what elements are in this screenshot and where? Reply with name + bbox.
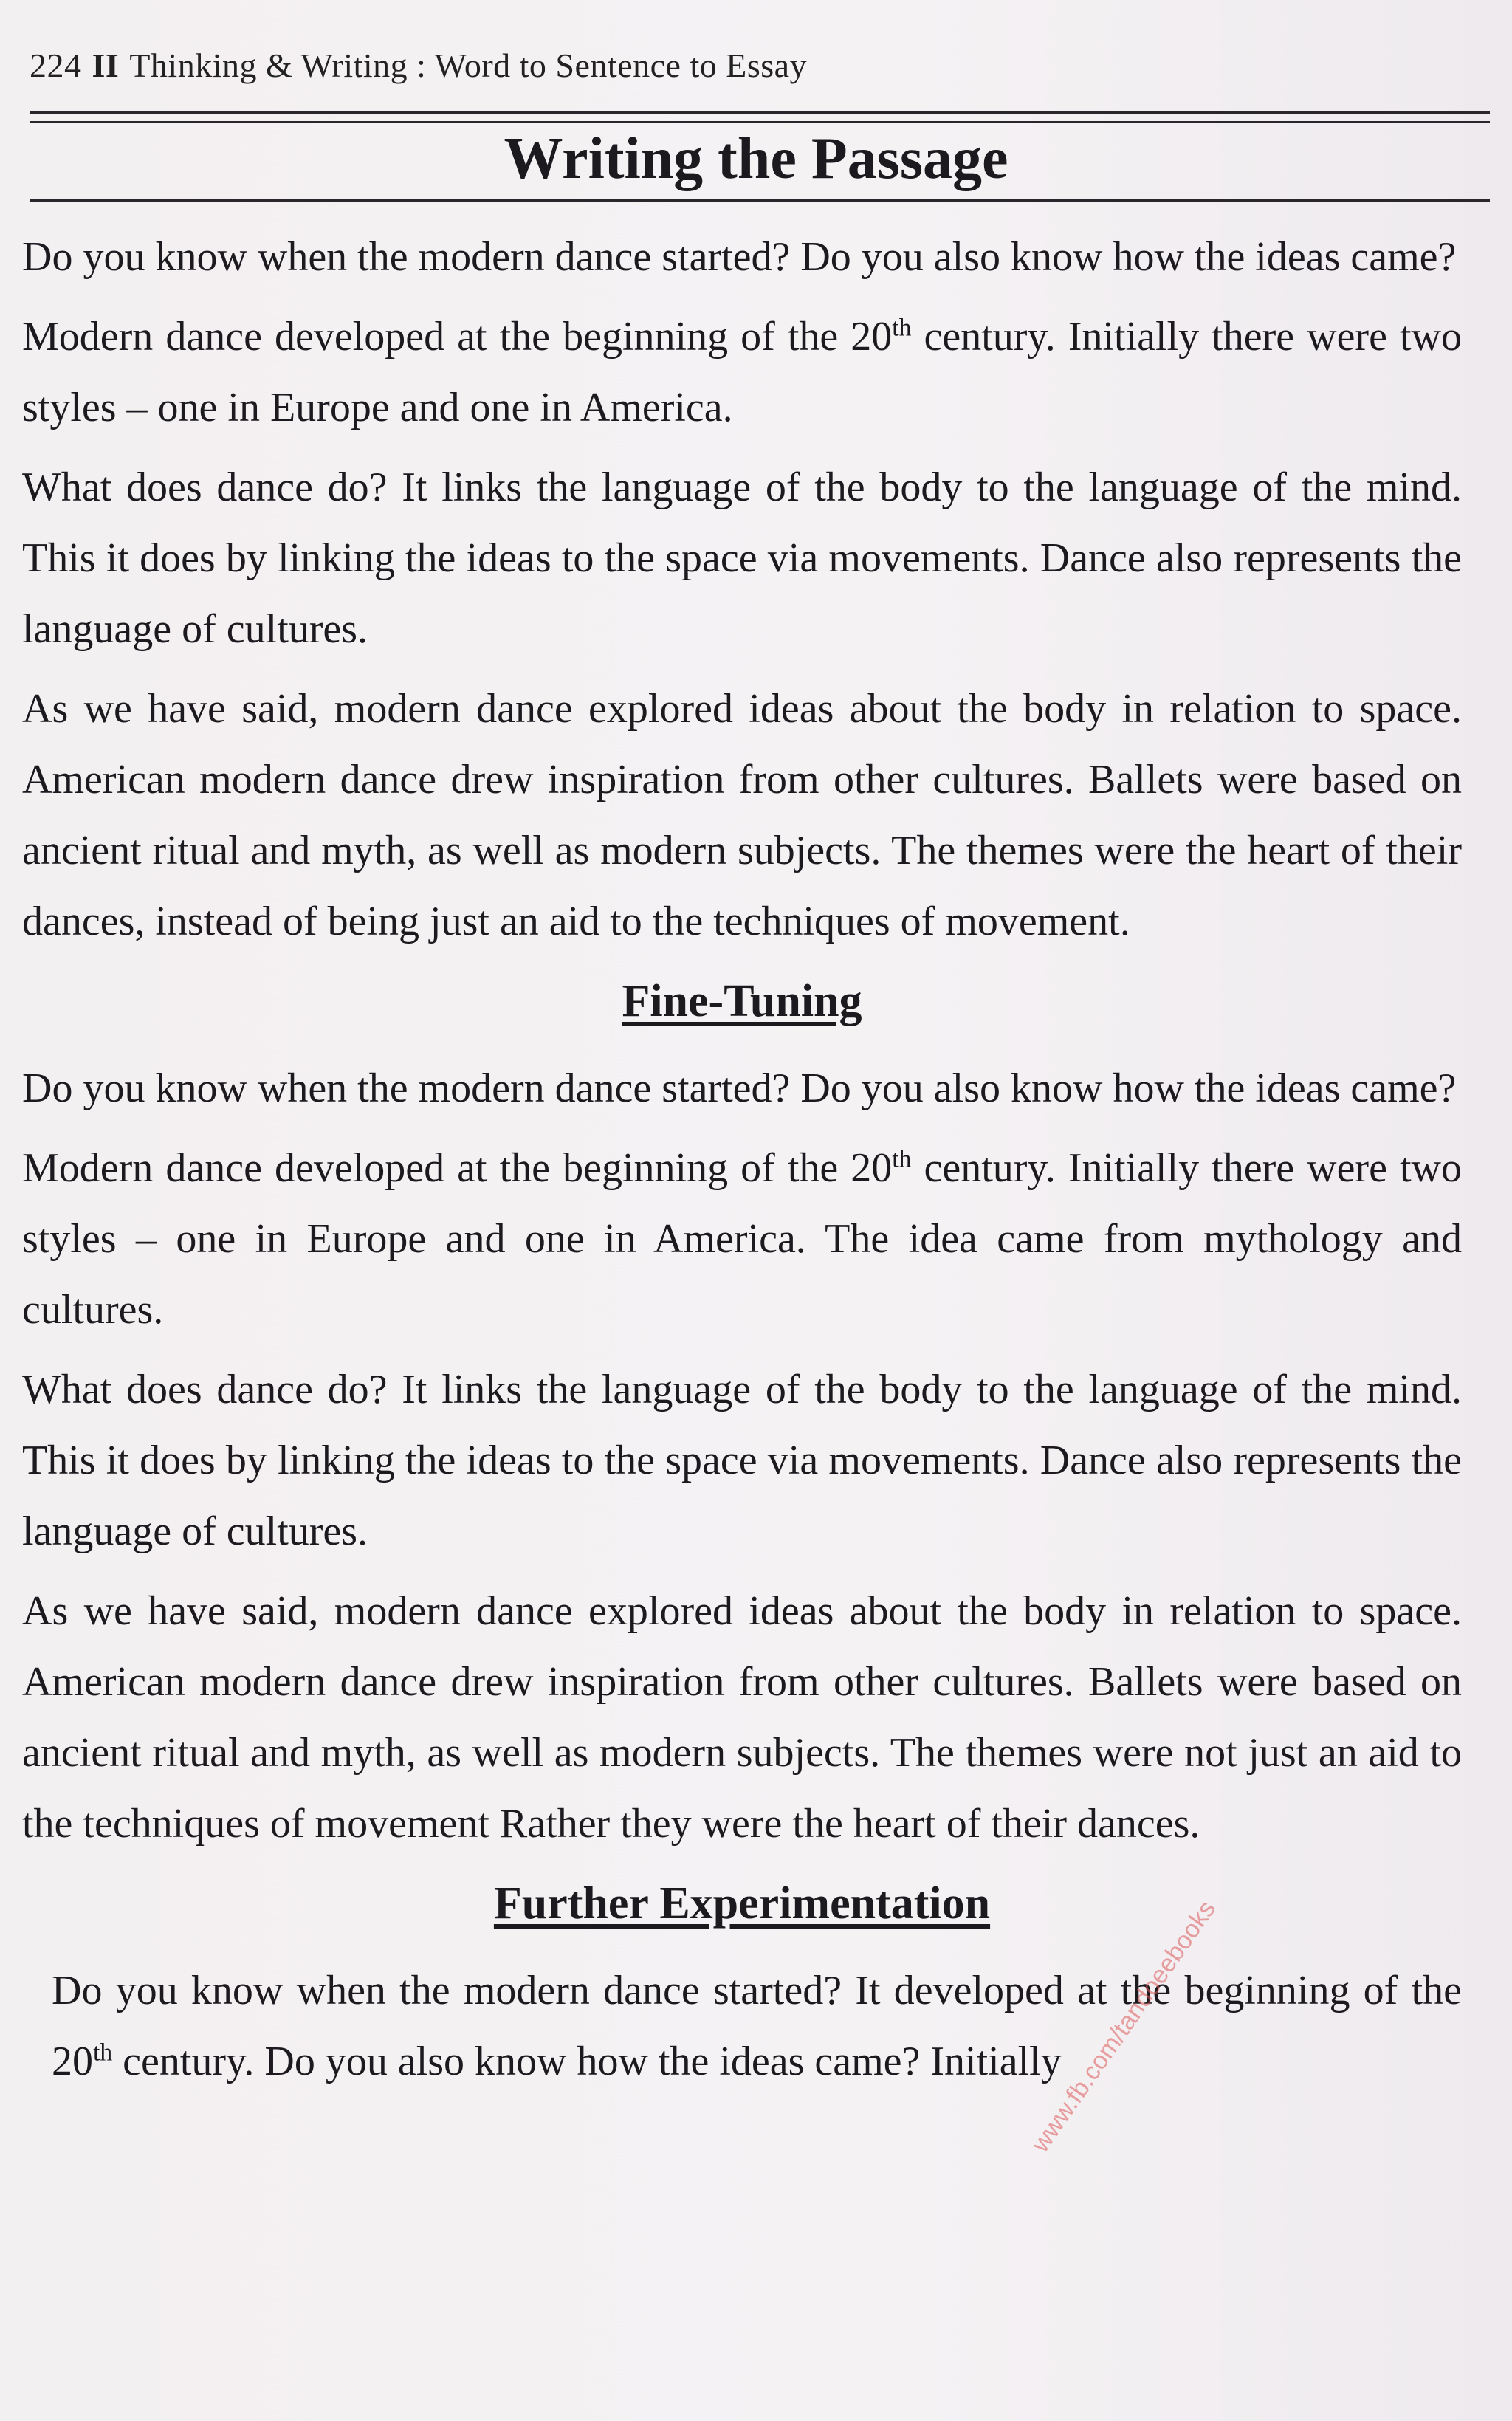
page-number: 224 bbox=[30, 47, 82, 84]
running-header bbox=[30, 46, 807, 85]
fine-tuning-paragraph-3: What does dance do? It links the language of the body to the language of the mind. This it does by linking the ideas to the space via movements. Dance also represents the language of cultures. bbox=[22, 1367, 1462, 1554]
section-title: Writing the Passage bbox=[504, 126, 1008, 191]
passage-paragraph-4: As we have said, modern dance explored ideas about the body in relation to space. American modern dance drew inspiration from other cultures. Ballets were based on ancient ritual and myth, as well as modern subjects. The themes were the heart of their dances, instead of being just an aid to the techniques of movement. bbox=[22, 686, 1462, 944]
fine-tuning-paragraph-1: Do you know when the modern dance started? Do you also know how the ideas came? bbox=[22, 1065, 1457, 1111]
page-body bbox=[22, 222, 1462, 2106]
passage-paragraph-1: Do you know when the modern dance started? Do you also know how the ideas came? bbox=[22, 234, 1457, 280]
passage-paragraph-2: Modern dance developed at the beginning of the 20th century. Initially there were two styles – one in Europe and one in America. bbox=[22, 314, 1462, 430]
title-rule bbox=[30, 199, 1490, 202]
fine-tuning-paragraph-2: Modern dance developed at the beginning of the 20th century. Initially there were two styles – one in Europe and one in America. The idea came from mythology and cultures. bbox=[22, 1145, 1462, 1333]
header-rule-thick bbox=[30, 111, 1490, 114]
fine-tuning-paragraph-4: As we have said, modern dance explored ideas about the body in relation to space. American modern dance drew inspiration from other cultures. Ballets were based on ancient ritual and myth, as well as modern subjects. The themes were not just an aid to the techniques of movement Rather they were the heart of their dances. bbox=[22, 1588, 1462, 1847]
header-separator: II bbox=[92, 47, 120, 84]
further-experimentation-paragraph-1: Do you know when the modern dance started? It developed at the beginning of the 20th century. Do you also know how the ideas came? Initially bbox=[52, 1968, 1462, 2084]
header-rule-thin bbox=[30, 121, 1490, 123]
book-title: Thinking & Writing : Word to Sentence to Essay bbox=[129, 47, 808, 84]
fine-tuning-heading: Fine-Tuning bbox=[622, 976, 862, 1026]
passage-paragraph-3: What does dance do? It links the language of the body to the language of the mind. This it does by linking the ideas to the space via movements. Dance also represents the language of cultures. bbox=[22, 464, 1462, 652]
watermark-text: www.fb.com/tandoeebooks bbox=[1026, 1895, 1222, 2157]
further-experimentation-heading: Further Experimentation bbox=[493, 1878, 991, 1929]
